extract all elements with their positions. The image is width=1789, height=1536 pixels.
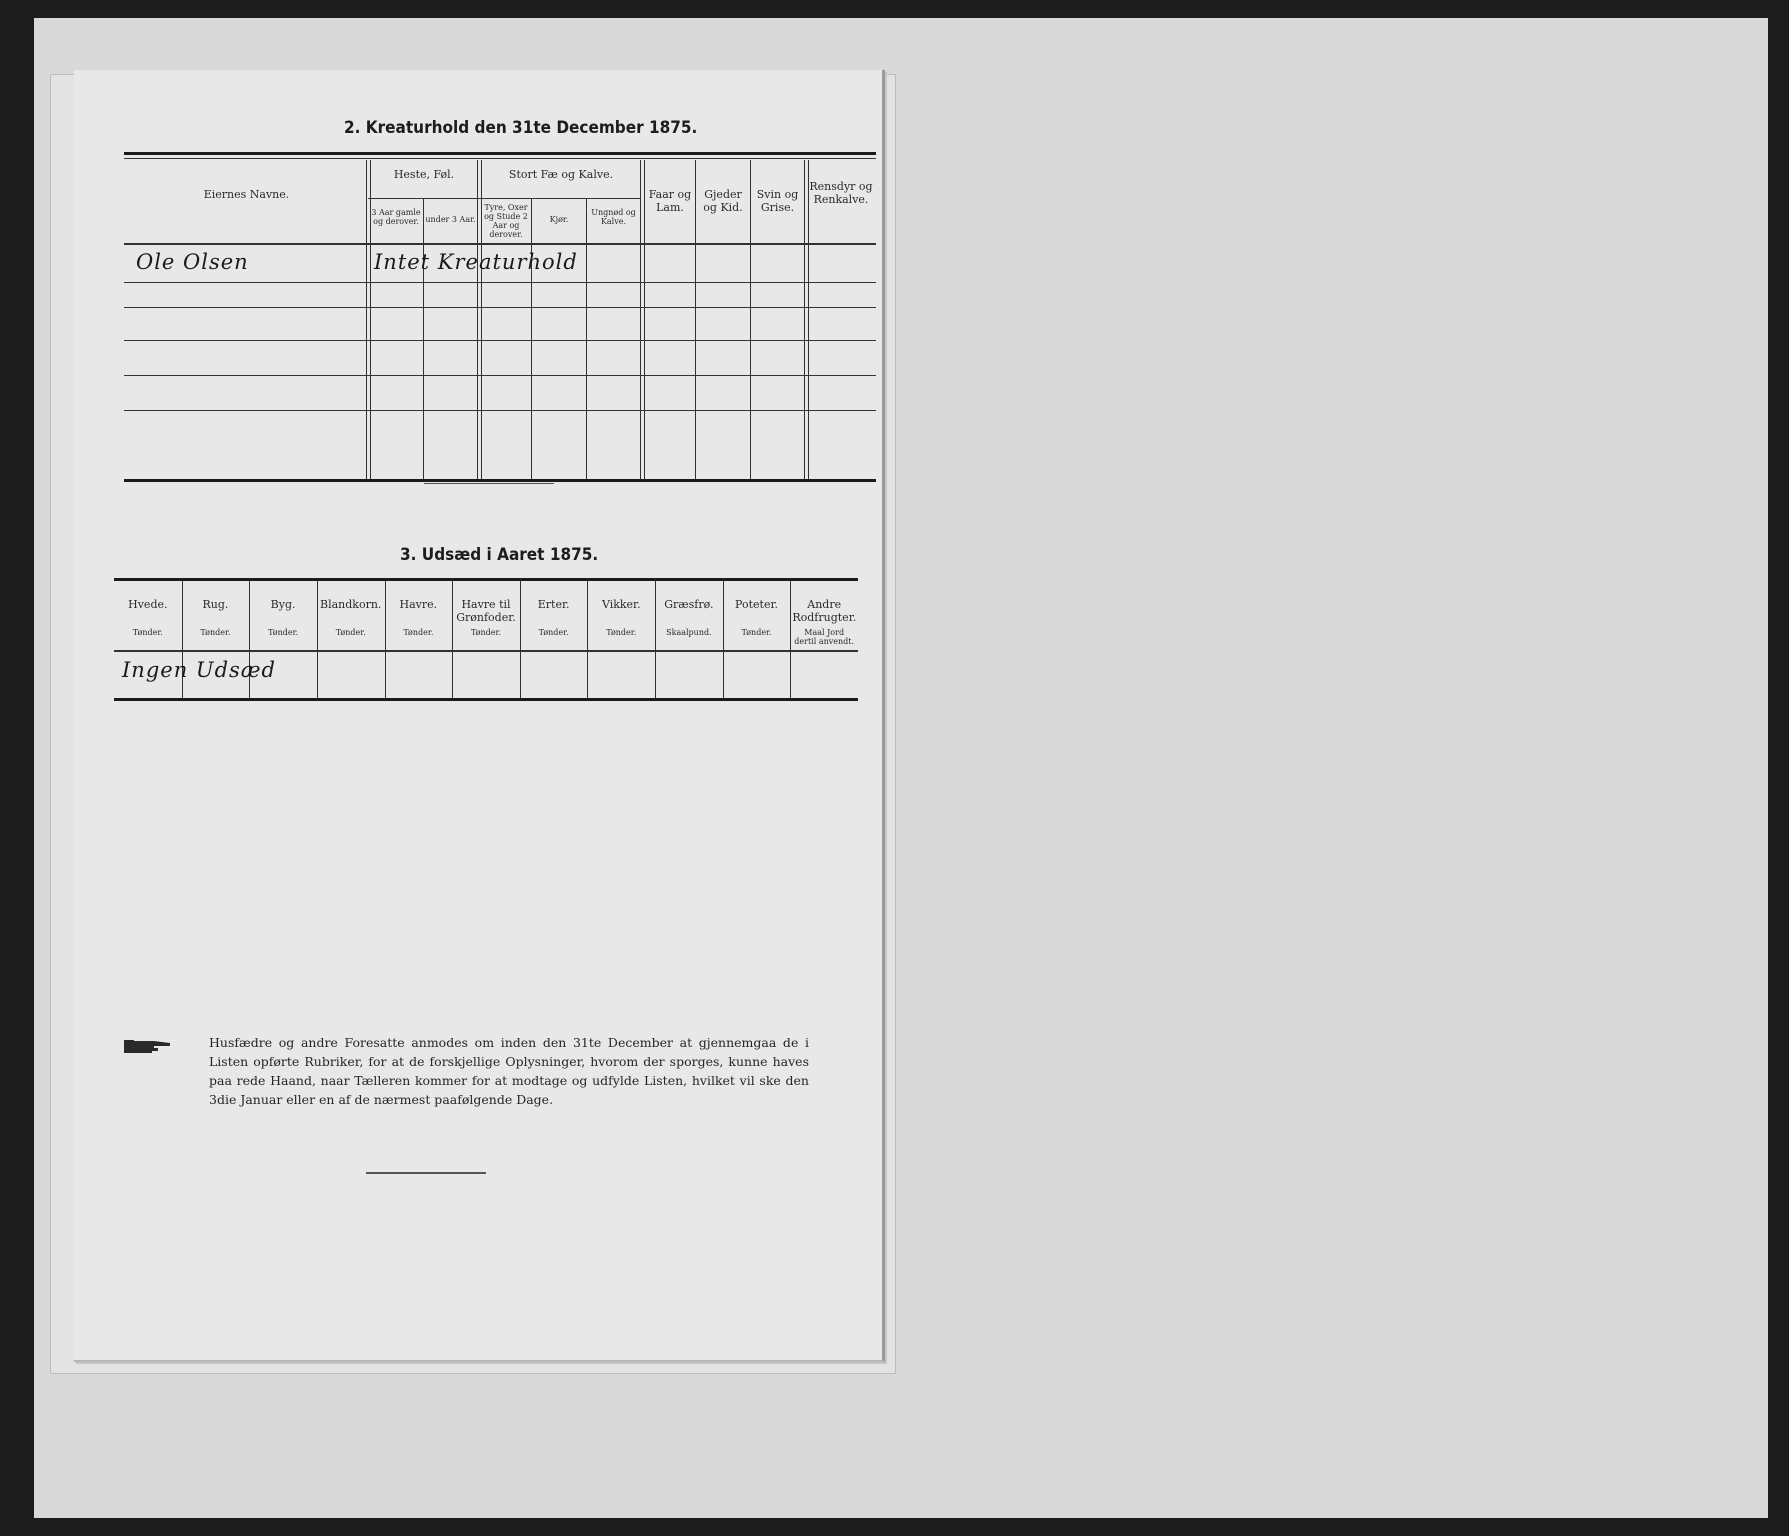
instruction-notice: Husfædre og andre Foresatte anmodes om inden den 31te December at gjennemgaa de i Listen opførte Rubriker, for at de forskjellige Oplysninger, hvorom der sporges, kunne haves paa rede Haand, naar Tælleren kommer for at modtage og udfylde Listen, hvilket vil ske den 3die Januar eller en af de nærmest paafølgende Dage.	[209, 1035, 809, 1107]
tyre-header: Tyre, Oxer og Stude 2 Aar og derover.	[484, 203, 528, 239]
section2-header-rule	[124, 243, 876, 245]
udsaed-col-divider	[723, 580, 724, 698]
udsaed-col-unit: Tønder.	[538, 628, 569, 637]
table-row-line	[124, 375, 876, 376]
group-subrule	[368, 198, 640, 199]
section-separator	[424, 483, 554, 484]
stort-group-header: Stort Fæ og Kalve.	[508, 168, 614, 181]
udsaed-col-name: Byg.	[270, 598, 296, 611]
udsaed-col-name: Havre til Grønfoder.	[456, 598, 516, 624]
ungnod-header: Ungnød og Kalve.	[591, 208, 636, 226]
udsaed-col-name: Græsfrø.	[664, 598, 714, 611]
heste-young-header: under 3 Aar.	[425, 215, 476, 224]
udsaed-col-divider	[790, 580, 791, 698]
heste-old-header: 3 Aar gamle og derover.	[371, 208, 421, 226]
section3-header-rule	[114, 650, 858, 652]
udsaed-col-name: Erter.	[537, 598, 570, 611]
owner-name-entry: Ole Olsen	[136, 250, 249, 274]
udsaed-col-unit: Tønder.	[470, 628, 501, 637]
table-row-line	[124, 410, 876, 411]
livestock-entry: Intet Kreaturhold	[374, 250, 578, 274]
udsaed-col-unit: Skaalpund.	[666, 628, 712, 637]
owner-header: Eiernes Navne.	[203, 188, 290, 201]
udsaed-entry: Ingen Udsæd	[122, 658, 276, 682]
table-row-line	[124, 340, 876, 341]
udsaed-col-divider	[587, 580, 588, 698]
udsaed-col-unit: Tønder.	[606, 628, 637, 637]
udsaed-col-unit: Tønder.	[403, 628, 434, 637]
section3-top-rule	[114, 578, 858, 581]
section3-title: 3. Udsæd i Aaret 1875.	[400, 545, 599, 565]
udsaed-col-name: Rug.	[202, 598, 229, 611]
section2-bottom-rule	[124, 479, 876, 482]
udsaed-col-unit: Maal Jord dertil anvendt.	[794, 628, 855, 646]
udsaed-col-name: Vikker.	[601, 598, 641, 611]
udsaed-col-name: Poteter.	[735, 598, 779, 611]
udsaed-col-unit: Tønder.	[741, 628, 772, 637]
udsaed-col-divider	[317, 580, 318, 698]
udsaed-col-unit: Tønder.	[132, 628, 163, 637]
census-form-page	[74, 70, 885, 1362]
faar-header: Faar og Lam.	[648, 188, 692, 214]
section3-bottom-rule	[114, 698, 858, 701]
section2-title: 2. Kreaturhold den 31te December 1875.	[344, 118, 698, 138]
udsaed-col-unit: Tønder.	[200, 628, 231, 637]
udsaed-col-name: Havre.	[399, 598, 438, 611]
kjor-header: Kjør.	[549, 215, 569, 224]
heste-group-header: Heste, Føl.	[393, 168, 455, 181]
svin-header: Svin og Grise.	[756, 188, 799, 214]
udsaed-col-divider	[520, 580, 521, 698]
table-row-line	[124, 282, 876, 283]
section2-top-rule	[124, 152, 876, 155]
table-row-line	[124, 307, 876, 308]
udsaed-col-divider	[655, 580, 656, 698]
udsaed-col-name: Blandkorn.	[320, 598, 382, 611]
closing-rule	[366, 1172, 486, 1174]
gjeder-header: Gjeder og Kid.	[703, 188, 743, 214]
udsaed-col-name: Andre Rodfrugter.	[792, 598, 857, 624]
rensdyr-header: Rensdyr og Renkalve.	[809, 180, 873, 206]
udsaed-col-divider	[385, 580, 386, 698]
pointing-hand-icon	[124, 1036, 172, 1056]
divider-rensdyr	[804, 160, 809, 482]
udsaed-col-unit: Tønder.	[335, 628, 366, 637]
udsaed-col-divider	[452, 580, 453, 698]
section2-top-rule-inner	[124, 158, 876, 159]
udsaed-col-unit: Tønder.	[268, 628, 299, 637]
udsaed-col-name: Hvede.	[128, 598, 168, 611]
